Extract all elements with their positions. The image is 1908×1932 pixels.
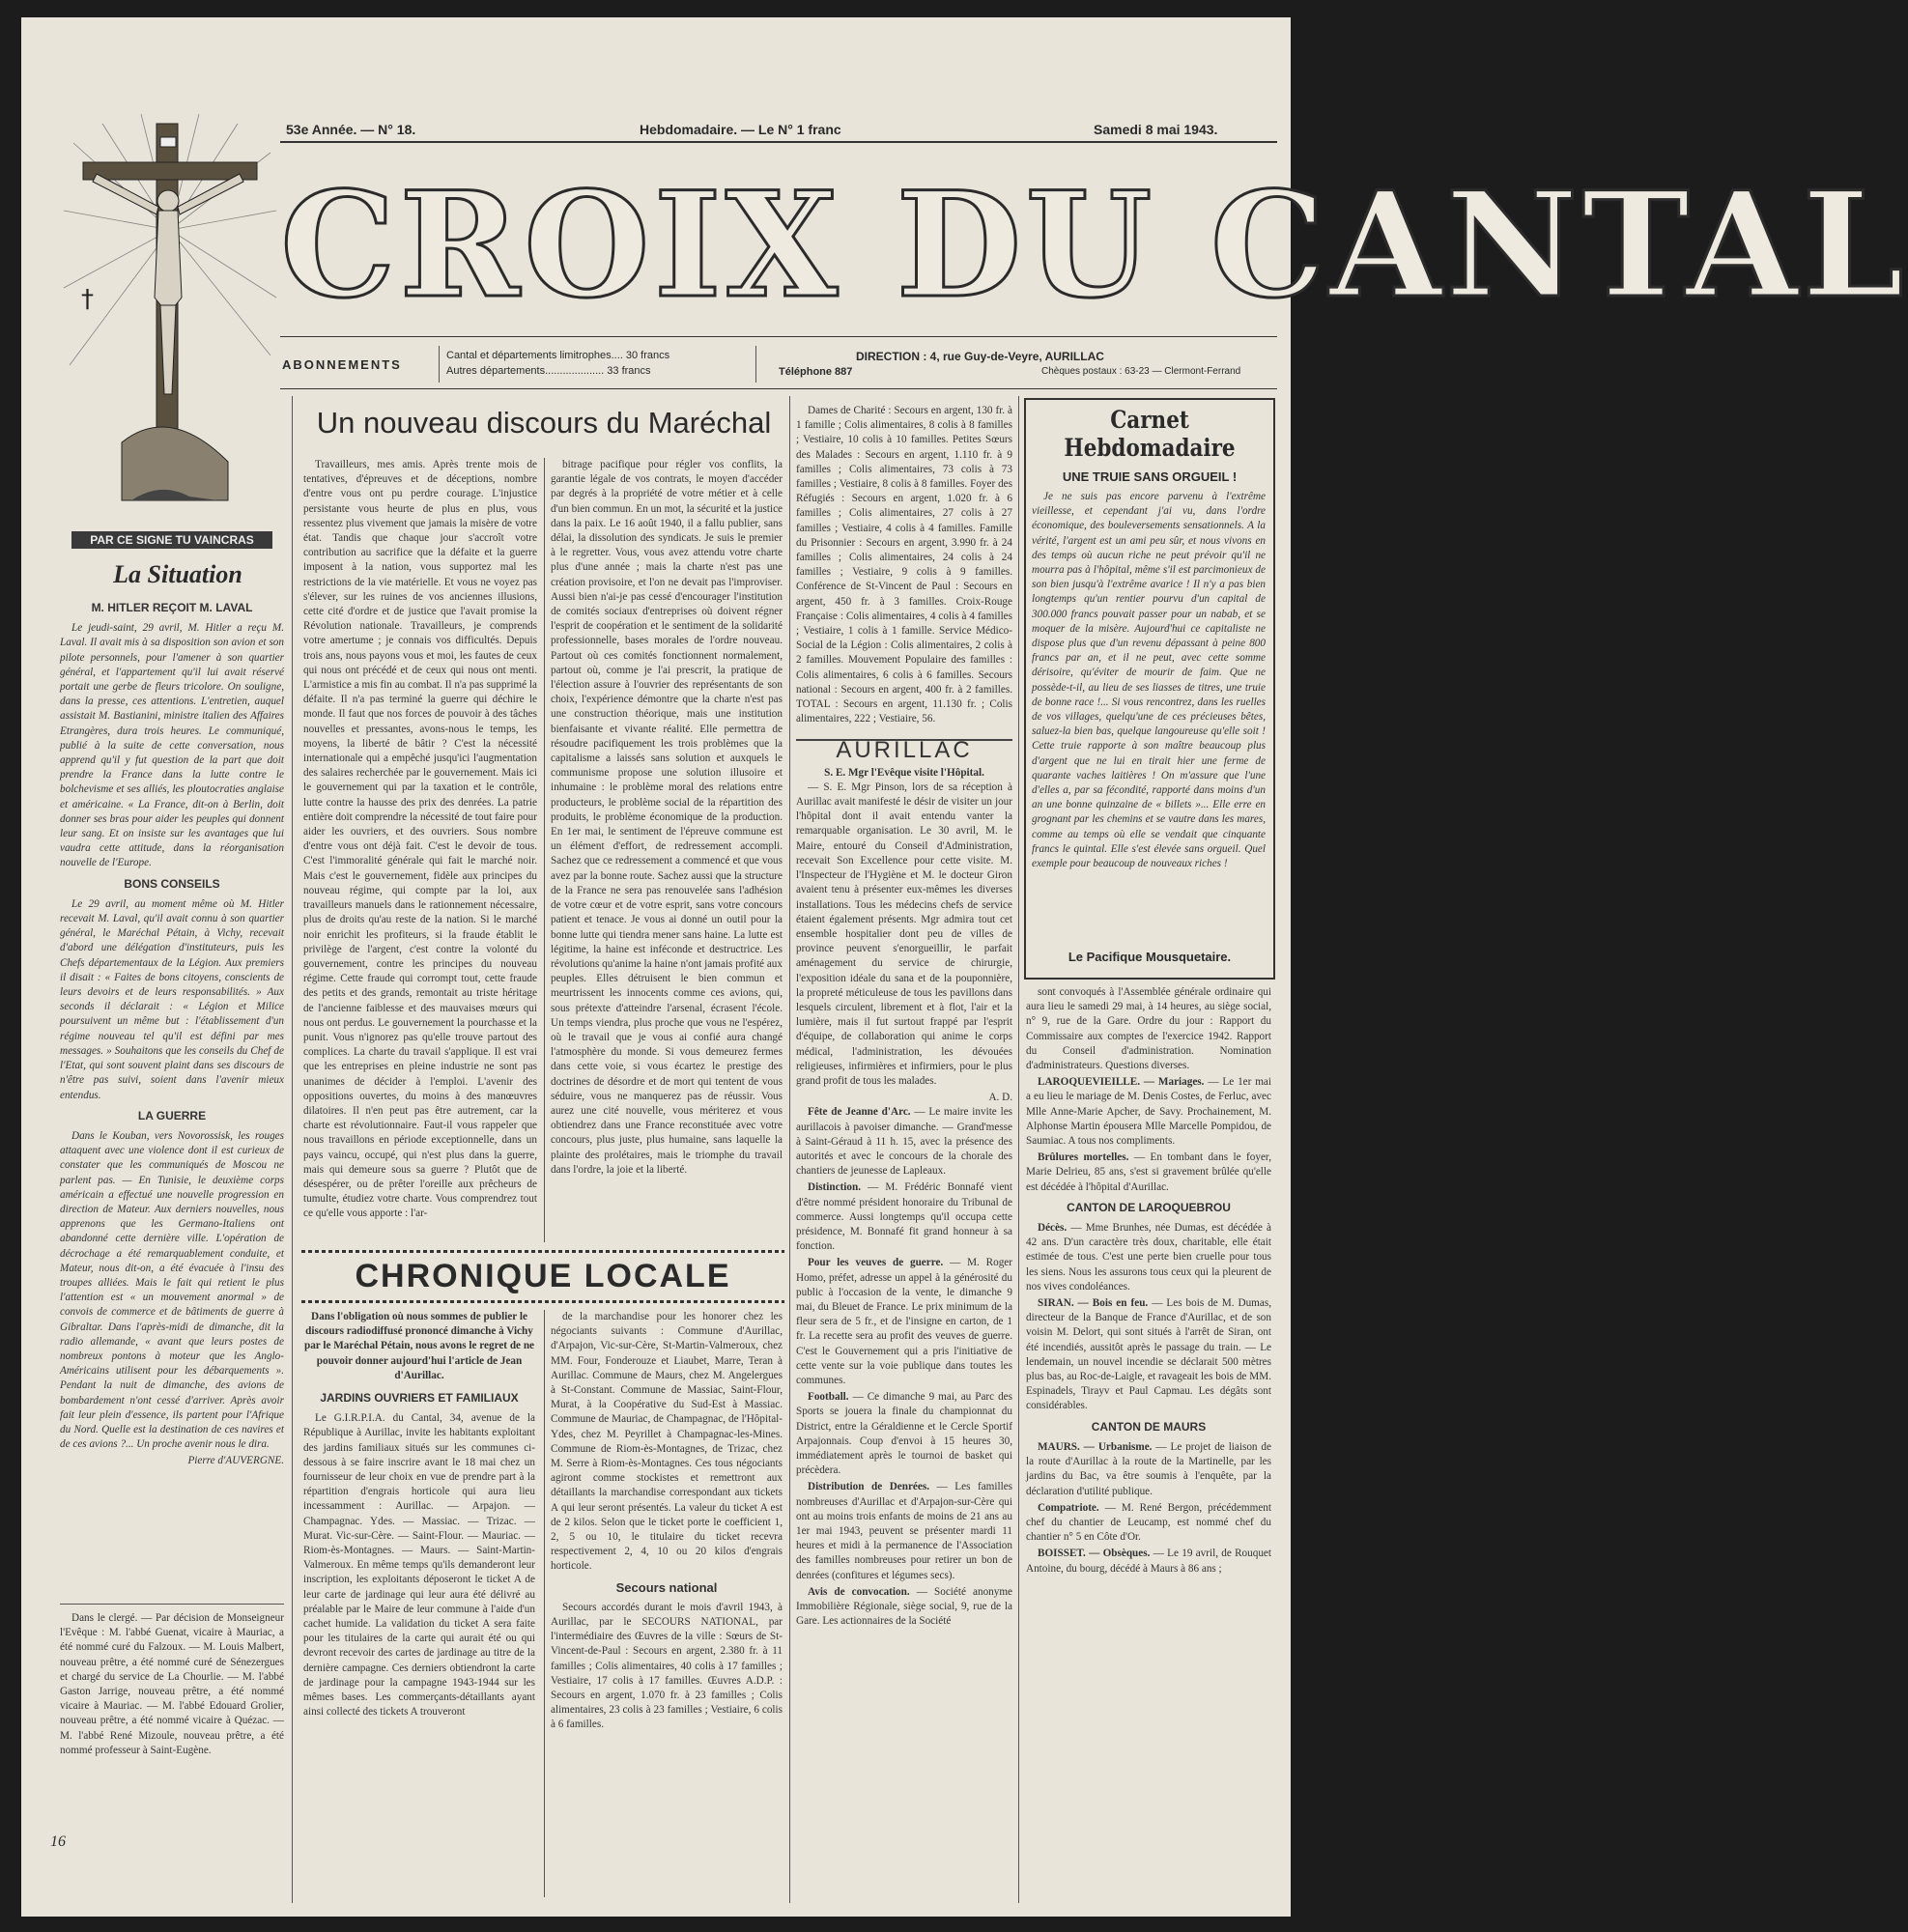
- carnet-column: [1032, 490, 1266, 944]
- compatriote-head: Compatriote.: [1038, 1501, 1099, 1514]
- band-divider-1: [439, 346, 440, 383]
- brulures-head: Brûlures mortelles.: [1038, 1151, 1129, 1164]
- eveque-text: — S. E. Mgr Pinson, lors de sa réception à Aurillac avait manifesté le désir de visiter un jour l'hôpital dont il avait entendu vanter la remarquable organisation. Le 30 avril, M. le Maire, entouré du Conseil d'Administration, recevait Son Excellence pour cette visite. M. l'Inspecteur de l'Hygiène et M. le docteur Giron avaient tenu à présenter eux-mêmes les diverses installations. Tous les médecins chefs de service étaient également présents. Mgr admira tout cet ensemble hospitalier dont peu de villes de province peuvent s'enorgueillir, le parfait aménagement du service de chirurgie, l'exposition idéale du sana et de la pouponnière, la propreté méticuleuse de tous les pavillons dans lesquels circulent, librement et à flot, l'air et la lumière, mais il fut surtout frappé par l'esprit d'équipe, de collaboration qui anime le corps médical, l'administration, les dévouées religieuses, infirmières et infirmiers, pour le plus grand profit de tous les malades.: [796, 781, 1012, 1087]
- newspaper-title: CROIX DU CANTAL: [280, 160, 1908, 330]
- aurillac-title: AURILLAC: [796, 736, 1012, 757]
- phone: Téléphone 887: [779, 366, 853, 378]
- chronique-col2: [551, 1310, 783, 1897]
- s1-text: Le jeudi-saint, 29 avril, M. Hitler a reçu M. Laval. Il avait mis à sa disposition son avion et son pilote personnels, pour l'amener à son quartier général, et l'appartement qu'il lui avait réservé portait une gerbe de fleurs tricolore. On souligne, dans la presse, ces attentions. L'entretien, auquel assistait M. Bastianini, ministre italien des Affaires Etrangères, dura trois heures. Le communiqué, publié à la suite de cette conversation, nous apprend qu'il y fut question de la part que doit prendre la France dans la lutte contre le bolchevisme et ses alliés, les ploutocraties anglaise et américaine. « La France, dit-on à Berlin, doit donner ses bras pour aider les peuples qui donnent leur sang. Et on insiste sur les avantages que lui vaudra cette attitude, dans la réorganisation nouvelle de l'Europe.: [60, 622, 284, 869]
- denrees-head: Distribution de Denrées.: [808, 1481, 930, 1493]
- issue-date: Samedi 8 mai 1943.: [1094, 122, 1218, 137]
- chronique-title: CHRONIQUE LOCALE: [355, 1258, 731, 1294]
- subscription-label: ABONNEMENTS: [282, 357, 402, 372]
- s3-signature: Pierre d'AUVERGNE.: [187, 1455, 284, 1467]
- s3-text: Dans le Kouban, vers Novorossisk, les rouges attaquent avec une violence dont il est curieux de constater que les communiqués de Moscou ne parlent pas. — En Tunisie, le deuxième corps américain a effectué une nouvelle progression en direction de Mateur. Aux derniers nouvelles, nous apprenons que les Germano-Italiens ont abandonné cette dernière ville. L'opération de décrochage a été remarquablement conduite, et Mateur, nous dit-on, a été évacuée à l'insu des troupes alliées. Mais le fait qui retient le plus l'attention est « un mouvement anormal » de convois de commerce et de bâtiments de guerre à Gibraltar. Dans l'après-midi de dimanche, dit la radio allemande, « avant que leurs postes de nombreux pontons à moteur que les Anglo-Américains utilisent pour les débarquements ». Pendant la nuit de dimanche, des avions de bombardement n'ont cessé d'arriver. Après avoir fait leur plein d'essence, ils partent pour l'Afrique du Nord. Quelle est la destination de ces navires et de ces avions ?... Un proche avenir nous le dira.: [60, 1129, 284, 1451]
- subscription-line2: Autres départements.................... 33 francs: [446, 365, 651, 377]
- chronique-rule-top: [301, 1250, 784, 1253]
- chronique-rule-bottom: [301, 1300, 784, 1303]
- denrees-text: — Les familles nombreuses d'Aurillac et d'Arpajon-sur-Cère qui ont au moins trois enfants de moins de 21 ans au 1er mai 1943, peuvent se présenter mardi 11 heures et midi à la permanence de l'Association des familles nombreuses pour retirer un bon de denrées (confitures et légumes secs).: [796, 1481, 1013, 1581]
- discours-text-1: Travailleurs, mes amis. Après trente mois de tentatives, d'épreuves et de déceptions, nombre d'entre vous ont pu perdre courage. L'injustice persistante vous heurte de plus en plus, vous ressentez plus vivement que jamais la misère de votre état. Tandis que chaque jour s'accroît votre contribution au sacrifice que la défaite et la guerre imposent à la nation, vous supportez mal les restrictions de la vie matérielle. Et vous ne voyez pas s'élever, sur les ruines de vos anciennes illusions, cette cité d'ordre et de justice que l'avait promise la Révolution nationale. Travailleurs, je comprends votre amertume ; je connais vos difficultés. Depuis trois ans, nous payons vous et moi, les fautes de ceux qui nous ont précédé et de ceux qui nous ont menti. L'armistice a mis fin au combat. Il n'a pas supprimé la défaite. Il n'a pas terminé la guerre qui déchire le monde. Il faut que nos forces de pouvoir à des tâches nouvelles et pressantes, avons-nous le temps, les moyens, la liberté de bâtir ? C'est la nécessité internationale qui a empêché jusqu'ici l'augmentation des salaires recherchée par le gouvernement. Mais ici le gouvernement qui par la taxation et le contrôle, lutte contre la hausse des prix des denrées. La patrie entière doit comprendre la nécessité de tout faire pour aider les ouvriers, et des ouvriers. Sous nombre d'entre vous ont déjà fait. C'est le devoir de tous. C'est l'immoralité générale qui fait le marché noir. Mais c'est le gouvernement, fidèle aux principes du nouveau régime, qui compte par la loi, aux travailleurs manuels dans le rationnement nécessaire, plus de droits qu'au reste de la nation. Si le marché noir enrichit les profiteurs, si la fraude établit le privilège de l'argent, c'est contre la volonté du gouvernement, contre les principes du nouveau régime. Cette fraude qui corrompt tout, cette fraude des petits et des grands, remontait au triste héritage de l'ancienne faiblesse et des mauvaises mœurs qui nous ont perdus. Le gouvernement la pourchasse et la punit. Vous n'ignorez pas qu'elle trouve partout des complices. La charte du travail s'applique. Il est vrai que les entreprises en pleine industrie ne sont pas unanimes de décider à l'emploi. L'avenir des oppositions ouvertes, du moins à des manœuvres dilatoires. Il n'en peut pas être autrement, car la charte est révolutionnaire. Faut-il vous rappeler que nous travaillons en période exceptionnelle, dans un pays vaincu, occupé, qui n'est plus dans la guerre, mais qui demeure sous sa guerre ? Plutôt que de désespérer, ou de prêter l'oreille aux prêcheurs de tumulte, étudiez votre charte. Vous comprendrez tout ce qu'elle vous apporte : l'ar-: [303, 459, 537, 1220]
- column-divider-1: [292, 396, 293, 1903]
- boisset-head: BOISSET. — Obsèques.: [1038, 1548, 1151, 1560]
- distinction-text: — M. Frédéric Bonnafé vient d'être nommé président honoraire du Tribunal de commerce. Aussi longtemps qu'il occupa cette présidence, M. Bonnafé fit grand honneur à sa fonction.: [796, 1181, 1012, 1253]
- crucifix-illustration: [64, 114, 280, 549]
- carnet-text: Je ne suis pas encore parvenu à l'extrême vieillesse, et cependant j'ai vu, dans l'ordre économique, des bouleversements sensationnels. A la vérité, l'argent est un ami peu sûr, et nous vivons en des temps où aucun riche ne peut prévoir qu'il ne mourra pas à l'hôpital, même s'il est parcimonieux de son bien jusqu'à l'extrême avarice ! Il n'y a pas bien longtemps qu'un rentier pourvu d'un capital de 300.000 francs pouvait passer pour un nabab, et se moquer de la misère. Aujourd'hui ce capitaliste ne dispose plus que d'un revenu dépassant à peine 800 francs par an, et il ne peut, avec cette somme dérisoire, qu'éviter de mourir de faim. Que ne possède-t-il, au lieu de ses liasses de titres, une truie de bonne race !... Si vous rencontrez, dans les ruelles de vos villages, quelqu'une de ces précieuses bêtes, saluez-la bien bas, quelque langoureuse qu'elle soit ! Cette truie rapporte à son maître beaucoup plus d'argent que ne lui en tirait hier une ferme de quarante vaches laitières ! On m'assure que l'une d'elles a, par sa fécondité, rapporté dans moins d'un an une bonne quinzaine de « billets »... Elle erre en grognant par les chemins et se vautre dans les mares, comme au temps où elle se vendait que cinquante francs le quintal. Elle s'est élevée sans orgueil. Quel exemple pour beaucoup de nouveaux riches !: [1032, 491, 1266, 870]
- distinction-head: Distinction.: [808, 1181, 862, 1194]
- siran-head: SIRAN. — Bois en feu.: [1038, 1297, 1149, 1310]
- s1-heading: M. HITLER REÇOIT M. LAVAL: [91, 601, 253, 614]
- s2-text: Le 29 avril, au moment même où M. Hitler recevait M. Laval, qu'il avait connu à son quartier général, le Maréchal Pétain, à Vichy, recevait d'abord une délégation d'instituteurs, puis les Chefs départementaux de la Légion. Aux premiers il disait : « Faites de bons citoyens, conscients de leurs devoirs et de leurs responsabilités. » Aux seconds il déclarait : « Légion et Milice poursuivent un même but : l'établissement d'un régime nouveau tel qu'il est défini par mes messages. » Souhaitons que les conseils du Chef de l'Etat, qui sont souvent plaint dans ses discours de n'être pas suivi, soient dans l'avenir mieux entendus.: [60, 897, 284, 1101]
- veuves-text: — M. Roger Homo, préfet, adresse un appel à la générosité du public à l'occasion de la vente, le dimanche 9 mai, du Bleuet de France. Le prix minimum de la fleur sera de 5 fr., et de l'insigne en carton, de 1 fr. La recette sera au profit des veuves de guerre. C'est le Gouvernement qui a pris l'initiative de cette vente sur la voie publique dans toutes les communes.: [796, 1257, 1013, 1386]
- band-rule-bottom: [280, 388, 1277, 389]
- eveque-sign: A. D.: [988, 1092, 1012, 1104]
- discours-col1: [303, 458, 537, 1242]
- year-issue: 53e Année. — N° 18.: [286, 122, 416, 137]
- canton-maurs: CANTON DE MAURS: [1091, 1419, 1207, 1434]
- clerge-column: [60, 1611, 284, 1814]
- jardins-title: JARDINS OUVRIERS ET FAMILIAUX: [320, 1391, 519, 1406]
- assemblee-text: sont convoqués à l'Assemblée générale ordinaire qui aura lieu le samedi 29 mai, à 14 heures, au siège social, n° 9, rue de la Gare. Ordre du jour : Rapport du Commissaire aux comptes de l'exercice 1942. Rapport du Conseil d'administration. Nomination d'administrateurs. Questions diverses.: [1026, 986, 1271, 1072]
- column-divider-2: [544, 458, 545, 1242]
- direction-address: DIRECTION : 4, rue Guy-de-Veyre, AURILLAC: [856, 350, 1104, 363]
- col4-secours: Dames de Charité : Secours en argent, 130 fr. à 1 famille ; Colis alimentaires, 8 colis à 8 familles ; Vestiaire, 10 colis à 10 familles. Petites Sœurs des Malades : Secours en argent, 1.110 fr. à 9 familles ; Colis alimentaires, 73 colis à 73 familles ; Vestiaire, 8 colis à 8 familles. Foyer des Réfugiés : Secours en argent, 1.020 fr. à 6 familles ; Colis alimentaires, 27 colis à 27 familles ; Vestiaire, 4 colis à 4 familles. Famille du Prisonnier : Secours en argent, 3.990 fr. à 24 familles ; Colis alimentaires, 24 colis à 24 familles ; Vestiaire, 9 colis à 9 familles. Conférence de St-Vincent de Paul : Secours en argent, 450 fr. à 3 familles. Croix-Rouge Française : Colis alimentaires, 4 colis à 4 familles ; Vestiaire, 1 colis à 1 famille. Service Médico-Social de la Légion : Colis alimentaires, 2 colis à 2 familles. Mouvement Populaire des familles : Colis alimentaires, 6 colis à 6 familles. Secours national : Secours en argent, 400 fr. à 2 familles. TOTAL : Secours en argent, 11.130 fr. ; Colis alimentaires, 222 ; Vestiaire, 56.: [796, 405, 1012, 725]
- clerge-text: Dans le clergé. — Par décision de Monseigneur l'Evêque : M. l'abbé Guenat, vicaire à Mauriac, a été nommé curé du Falzoux. — M. Louis Malbert, nouveau prêtre, a été nommé curé de Sénezergues et chargé du service de La Chourlie. — M. l'abbé Gaston Jarrige, nouveau prêtre, a été nommé vicaire à Mauriac. — M. l'abbé Edouard Grolier, nouveau prêtre, a été nommé vicaire à Quézac. — M. l'abbé René Mizoule, nouveau prêtre, a été nommé professeur à Saint-Eugène.: [60, 1612, 284, 1756]
- col5-lower: [1026, 985, 1271, 1897]
- secours-text: Secours accordés durant le mois d'avril 1943, à Aurillac, par le SECOURS NATIONAL, par l'intermédiaire des Œuvres de la ville : Sœurs de St-Vincent-de-Paul : Secours en argent, 2.380 fr. à 11 familles ; Colis alimentaires, 40 colis à 17 familles ; Vestiaire, 17 colis à 17 familles. Œuvres A.D.P. : Secours en argent, 1.070 fr. à 23 familles ; Colis alimentaires, 23 colis à 23 familles ; Vestiaire, 6 colis à 6 familles.: [551, 1601, 783, 1731]
- column-divider-5: [1018, 396, 1019, 1903]
- col4: [796, 404, 1012, 1897]
- convocation-text: — Société anonyme Immobilière Régionale, siège social, 9, rue de la Gare. Les actionnaires de la Société: [796, 1585, 1013, 1628]
- band-divider-2: [755, 346, 756, 383]
- column-divider-4: [789, 396, 790, 1903]
- jeanne-head: Fête de Jeanne d'Arc.: [808, 1106, 911, 1119]
- jardins-text-2: de la marchandise pour les honorer chez les négociants suivants : Commune d'Aurillac, d'Arpajon, Vic-sur-Cère, St-Martin-Valmeroux, chez MM. Four, Fonderouze et Liaubet, Marre, Teran à Aurillac. Commune de Maurs, chez M. Angelergues à St-Constant. Commune de Massiac, Saint-Flour, Murat, à la Coopérative du Sud-Est à Massiac. Commune de Mauriac, de Champagnac, de l'Hôpital-Ydes, chez M. Peyrillet à Champagnac-les-Mines. Commune de Riom-ès-Montagnes, de Trizac, chez M. Serre à Riom-ès-Montagnes. Ces tous négociants agiront comme stockistes et remettront aux détaillants la marchandise correspondant aux tickets A qui leur seront présentés. La valeur du ticket A est de 2 kilos. Selon que le ticket porte le coefficient 1, 2, 5 ou 10, le titulaire du ticket recevra respectivement 2, 4, 10 ou 20 kilos d'engrais horticole.: [551, 1311, 783, 1573]
- situation-title: La Situation: [113, 560, 242, 588]
- left-divider: [60, 1604, 284, 1605]
- svg-text:†: †: [81, 285, 94, 314]
- secours-title: Secours national: [615, 1579, 718, 1595]
- frequency-price: Hebdomadaire. — Le N° 1 franc: [640, 122, 841, 137]
- s3-heading: LA GUERRE: [137, 1108, 207, 1122]
- discours-title: Un nouveau discours du Maréchal: [316, 406, 772, 440]
- canton-laroquebrou: CANTON DE LAROQUEBROU: [1067, 1200, 1231, 1214]
- postal-account: Chèques postaux : 63-23 — Clermont-Ferrand: [1041, 366, 1241, 377]
- veuves-head: Pour les veuves de guerre.: [808, 1257, 944, 1269]
- boisset-text: — Le 19 avril, de Rouquet Antoine, du bourg, décédé à Maurs à 86 ans ;: [1026, 1548, 1272, 1575]
- column-divider-3: [544, 1310, 545, 1897]
- jeanne-text: — Le maire invite les aurillacois à pavoiser dimanche. — Grand'messe à Saint-Géraud à 11 h. 15, avec la présence des autorités et avec le concours de la chorale des chantiers de jeunesse de Lapleaux.: [796, 1106, 1013, 1178]
- jardins-text: Le G.I.R.P.I.A. du Cantal, 34, avenue de la République à Aurillac, invite les habitants exploitant des jardins familiaux situés sur les communes ci-dessous à se faire inscrire avant le 18 mai chez un fournisseur de leur choix en vue de prendre part à la répartition d'engrais horticole qui aura lieu incessamment : Aurillac. — Arpajon. — Champagnac. Ydes. — Massiac. — Trizac. — Murat. Vic-sur-Cère. — Saint-Flour. — Mauriac. — Riom-ès-Montagnes. — Maurs. — Saint-Martin-Valmeroux. En même temps qu'ils demanderont leur inscription, les exploitants déposeront le ticket A de leur carte de jardinage qui leur aura été délivré au préalable par le Maire de leur commune à l'aide d'un cachet humide. La validation du ticket A sera faite pour les titulaires de la carte qui aurait été ou qui devront recevoir des cartes de jardinage au titre de la dernière campagne. Ces derniers obtiendront la carte de jardinage pour la campagne 1943-1944 sur les mêmes bases. Les commerçants-détaillants ayant ainsi collecté des tickets A trouveront: [303, 1412, 535, 1719]
- cross-caption: PAR CE SIGNE TU VAINCRAS: [71, 531, 272, 549]
- band-rule-top: [280, 336, 1277, 337]
- carnet-box: [1024, 398, 1275, 980]
- deces-head: Décès.: [1038, 1222, 1068, 1235]
- convocation-head: Avis de convocation.: [808, 1585, 910, 1598]
- discours-col2: [551, 458, 783, 1242]
- carnet-signature: Le Pacifique Mousquetaire.: [1068, 950, 1232, 964]
- eveque-head: S. E. Mgr l'Evêque visite l'Hôpital.: [824, 766, 984, 779]
- maurs-head: MAURS. — Urbanisme.: [1038, 1440, 1153, 1453]
- maurs-text: — Le projet de liaison de la route d'Aurillac à la route de la Martinelle, par les jardins du Bac, va être soumis à l'enquête, par la déclaration d'utilité publique.: [1026, 1440, 1271, 1497]
- chronique-intro: Dans l'obligation où nous sommes de publier le discours radiodiffusé prononcé dimanche à Vichy par le Maréchal Pétain, nous avons le regret de ne pouvoir donner aujourd'hui l'article de Jean d'Aurillac.: [303, 1311, 535, 1381]
- compatriote-text: — M. René Bergon, précédemment chef du chantier de Leucamp, est nommé chef du chantier n° 5 en Côte d'Or.: [1026, 1501, 1271, 1544]
- carnet-title: Carnet Hebdomadaire: [1064, 406, 1236, 462]
- page-number: 16: [50, 1833, 66, 1850]
- top-rule: [280, 141, 1277, 143]
- discours-text-2: bitrage pacifique pour régler vos conflits, la garantie légale de vos contrats, le moyen d'accéder par degrés à la propriété de votre métier et à celle d'un bien commun. En un mot, la sécurité et la justice dans la paix. Le 16 août 1940, il a fallu publier, sans délai, la dissolution des syndicats. Je suis le premier à le regretter. Vous, vous avez attendu votre charte plus d'une année ; mais la charte n'est pas une création provisoire, et l'on ne devait pas l'improviser. Aussi bien n'ai-je pas cessé d'encourager l'institution de comités sociaux d'entreprises où doivent régner l'esprit de coopération et le sentiment de la solidarité professionnelle, bases morales de l'ordre nouveau. Partout où ces comités fonctionnent normalement, partout où, comme je l'ai prescrit, la pratique de l'élection assure à l'ouvrier des représentants de son choix, l'expérience démontre que la charte n'est pas une construction théorique, mais une institution bienfaisante et vivante réalité. Elle permettra de résoudre pacifiquement les trois problèmes que la capitalisme a laissés sans solution et auxquels le communisme propose une solution illusoire et inhumaine : le problème moral des relations entre producteurs, le problème social de la répartition des produits, le problème économique de la production. En 1er mai, le sentiment de l'épreuve commune est un élément d'effort, de redressement accompli. Sachez que ce redressement a commencé et que vous avez par la bonne route. Sachez aussi que la structure de la France ne sera pas renouvelée sans l'adhésion de votre cœur et de votre esprit, sans votre concours patient et tenace. Je vous ai donné un outil pour la bonne lutte qui tiendra mener sans haine. La lutte est légitime, la haine est inféconde et destructrice. Les révolutions qu'anime la haine n'ont jamais profité aux peuples. Elles détruisent le bien commun et meurtrissent les innocents comme ces avions, qui, sous prétexte d'atteindre l'arsenal, écrasent l'école. Un temps viendra, plus proche que vous ne l'espérez, où le travail que je vous ai confié aura changé l'atmosphère du monde. Si vous demeurez fermes dans cette voie, si vous écartez le prestige des doctrines de désordre et de mort qui tentent de vous séduire, vous ne manquerez pas de réussir. Vous aurez une cité nouvelle, vous mériterez et vous obtiendrez dans une France reconstituée avec votre concours, plus juste, plus humaine, sans laquelle la plainte des prolétaires, mais le triomphe du travail dans l'ordre, la joie et la liberté.: [551, 459, 783, 1176]
- newspaper-page: [21, 17, 1908, 1917]
- football-head: Football.: [808, 1391, 849, 1404]
- left-column: [60, 595, 284, 1600]
- laroque-head: LAROQUEVIEILLE. — Mariages.: [1038, 1076, 1205, 1089]
- deces-text: — Mme Brunhes, née Dumas, est décédée à 42 ans. D'un caractère très doux, charitable, elle était estimée de tous. C'est une perte bien cruelle pour tous les siens. Nous les assurons tous ceux qui la pleurent de nos vives condoléances.: [1026, 1222, 1272, 1293]
- carnet-subtitle: UNE TRUIE SANS ORGUEIL !: [1062, 469, 1238, 484]
- siran-text: — Les bois de M. Dumas, directeur de la Banque de France d'Aurillac, et de son voisin M. Delort, qui sont situés à l'arrêt de Siran, ont été incendiés, aussitôt après le passage du train. — Le lendemain, un nouvel incendie se déclarait 500 mètres plus bas, au Roc-de-Laigle, et ravageait les bois de MM. Espinadels, Tirayv et Paul Capmau. Les dégâts sont considérables.: [1026, 1297, 1271, 1412]
- football-text: — Ce dimanche 9 mai, au Parc des Sports se jouera la finale du championnat du District, entre la Géraldienne et le Cercle Sportif Arpajonnais. Coup d'envoi à 15 heures 30, immédiatement après le tournoi de basket qui précèdera.: [796, 1391, 1013, 1477]
- laroque-text: — Le 1er mai a eu lieu le mariage de M. Denis Costes, de Ferluc, avec Mlle Anne-Marie Apcher, de Savy. Prochainement, M. Alphonse Martin épousera Mlle Marcelle Pompidou, de Saumiac. A tous nos compliments.: [1026, 1076, 1272, 1148]
- brulures-text: — En tombant dans le foyer, Marie Delrieu, 85 ans, s'est si gravement brûlée qu'elle est décédée à l'hôpital d'Aurillac.: [1026, 1151, 1272, 1193]
- chronique-col1: [303, 1310, 535, 1897]
- s2-heading: BONS CONSEILS: [124, 876, 220, 891]
- subscription-line1: Cantal et départements limitrophes.... 30 francs: [446, 350, 670, 361]
